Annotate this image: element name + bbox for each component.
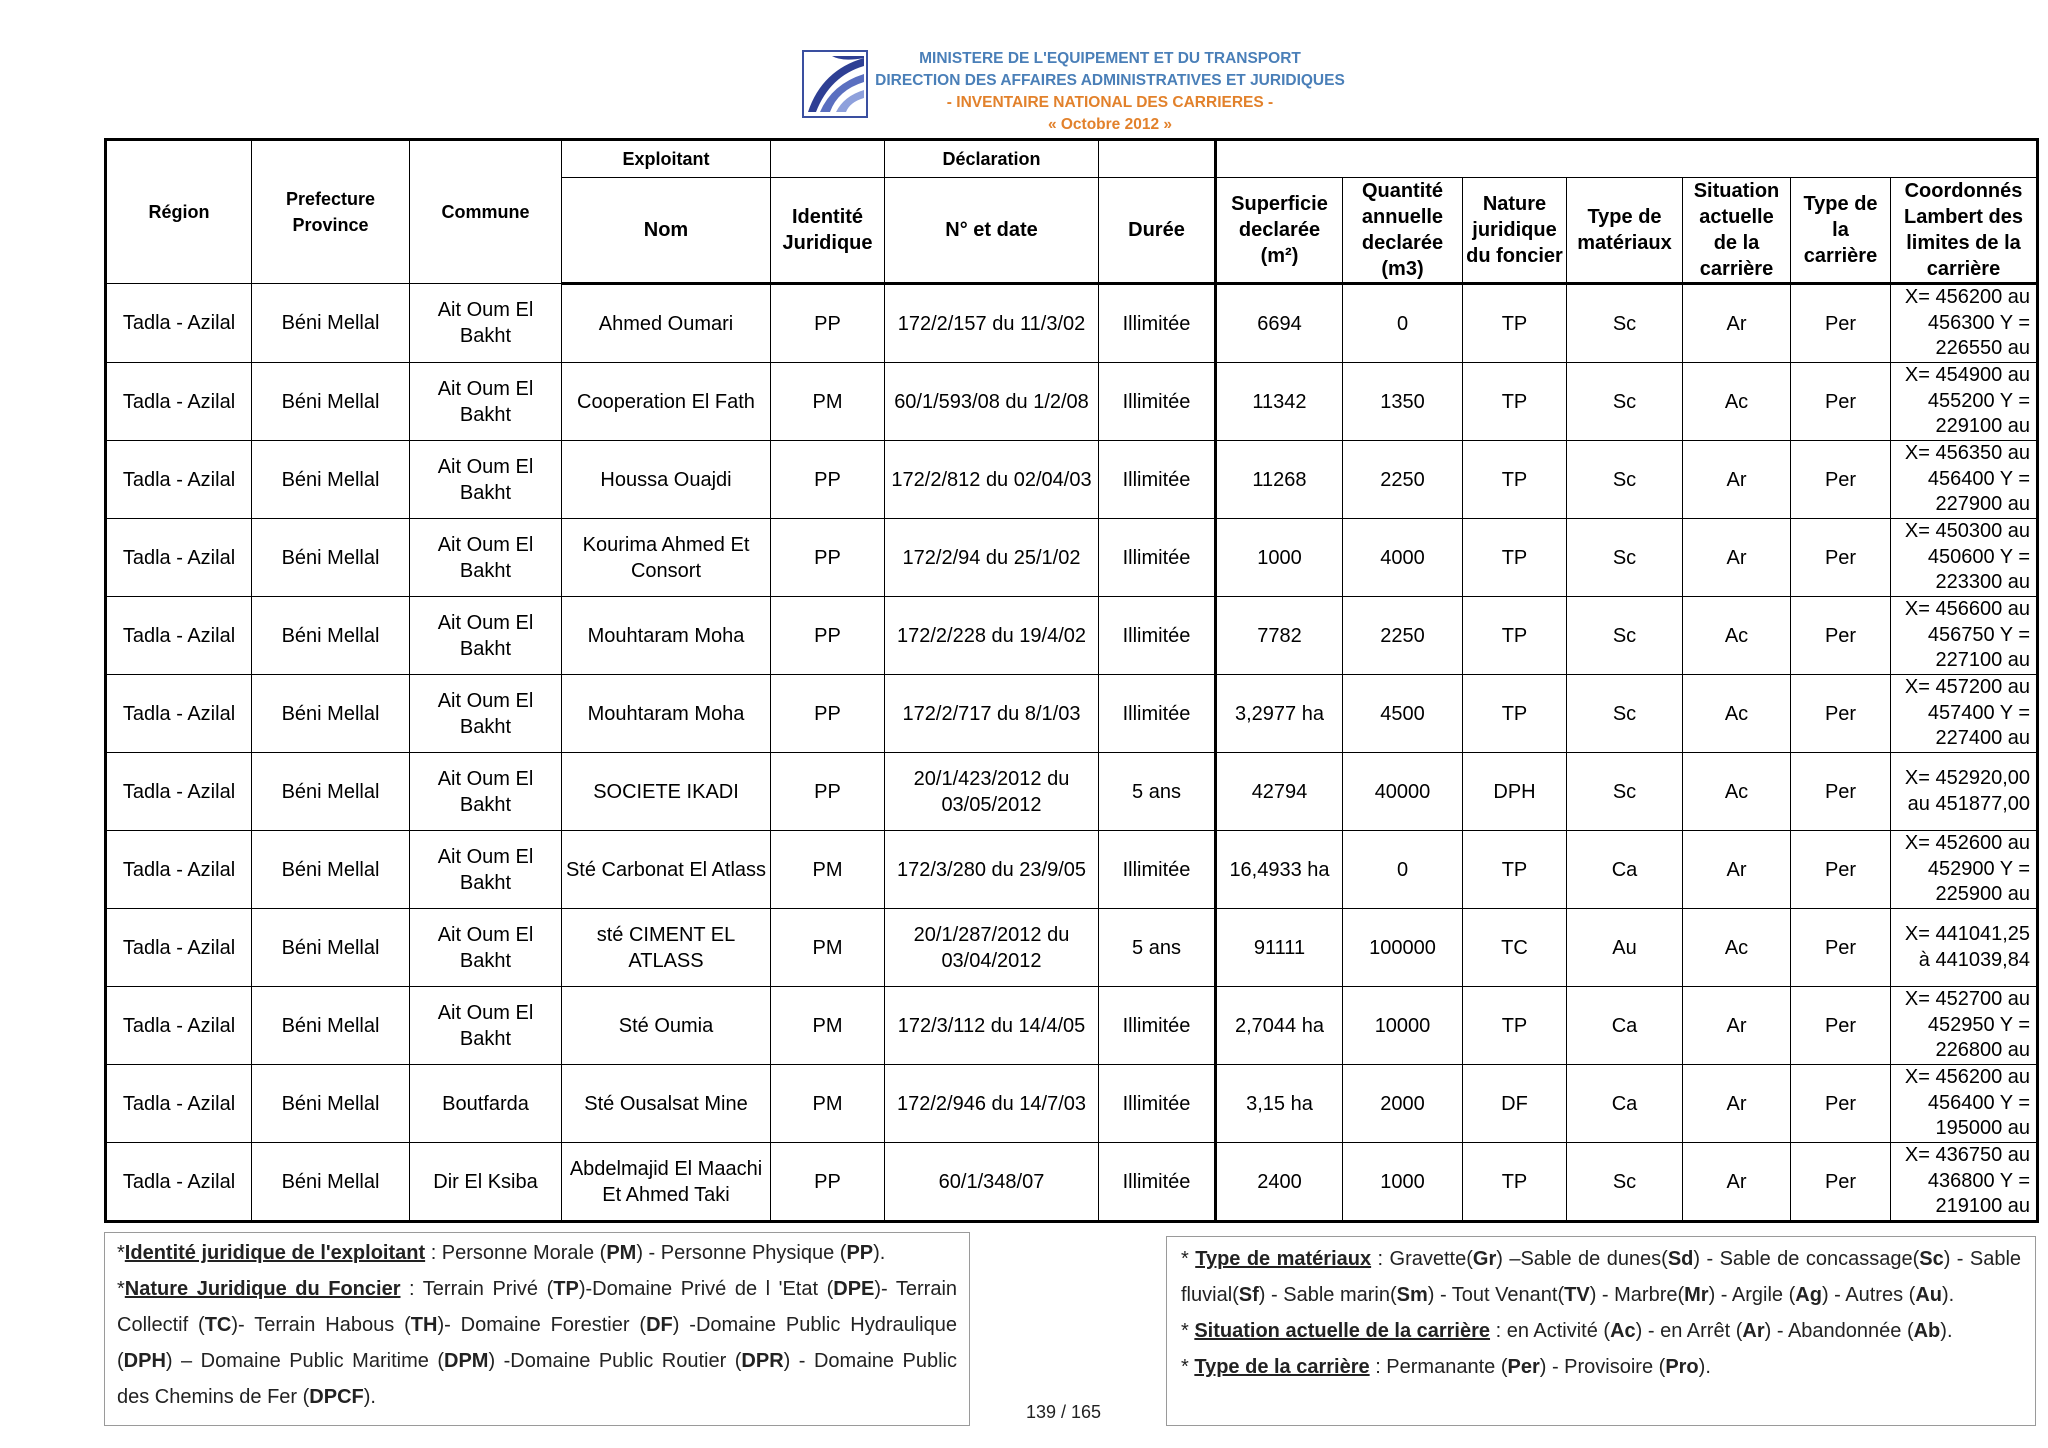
- cell-quantite: 0: [1343, 284, 1463, 363]
- cell-region: Tadla - Azilal: [106, 831, 252, 909]
- cell-duree: Illimitée: [1099, 675, 1216, 753]
- group-header-row: [106, 140, 2038, 178]
- cell-quantite: 10000: [1343, 987, 1463, 1065]
- col-header: Situation actuelle de la carrière: [1683, 178, 1791, 284]
- cell-nature-foncier: TC: [1463, 909, 1567, 987]
- col-header: Identité Juridique: [771, 178, 885, 284]
- group-header-blank: [1099, 140, 1216, 178]
- cell-quantite: 2250: [1343, 597, 1463, 675]
- cell-situation: Ac: [1683, 753, 1791, 831]
- col-header: Nom: [562, 178, 771, 284]
- cell-type-carriere: Per: [1791, 363, 1891, 441]
- ministry-title: MINISTERE DE L'EQUIPEMENT ET DU TRANSPORT: [919, 50, 1301, 67]
- cell-type-carriere: Per: [1791, 597, 1891, 675]
- cell-type-materiaux: Sc: [1567, 519, 1683, 597]
- cell-prefecture: Béni Mellal: [252, 1065, 410, 1143]
- cell-type-materiaux: Sc: [1567, 1143, 1683, 1222]
- inventory-title: - INVENTAIRE NATIONAL DES CARRIERES -: [946, 94, 1274, 111]
- cell-identite: PM: [771, 909, 885, 987]
- cell-nom: Houssa Ouajdi: [562, 441, 771, 519]
- cell-declaration: 172/2/94 du 25/1/02: [885, 519, 1099, 597]
- legend-nature-foncier: *Nature Juridique du Foncier : Terrain Privé (TP)-Domaine Privé de l 'Etat (DPE)- Terrain Collectif (TC)- Terrain Habous (TH)- Domaine Forestier (DF) -Domaine Public Hydraulique (DPH) – Domaine Public Maritime (DPM) -Domaine Public Routier (DPR) - Domaine Public des Chemins de Fer (DPCF).: [117, 1278, 958, 1408]
- ministry-logo-icon: [802, 50, 868, 118]
- cell-type-carriere: Per: [1791, 675, 1891, 753]
- cell-type-carriere: Per: [1791, 284, 1891, 363]
- cell-identite: PP: [771, 284, 885, 363]
- cell-commune: Dir El Ksiba: [410, 1143, 562, 1222]
- table-row: [106, 987, 2038, 1065]
- cell-nom: Ahmed Oumari: [562, 284, 771, 363]
- col-header: Quantité annuelle declarée (m3): [1343, 178, 1463, 284]
- table-row: [106, 831, 2038, 909]
- cell-situation: Ac: [1683, 909, 1791, 987]
- cell-prefecture: Béni Mellal: [252, 441, 410, 519]
- cell-region: Tadla - Azilal: [106, 441, 252, 519]
- group-header-exploitant: Exploitant: [562, 140, 771, 178]
- cell-type-materiaux: Sc: [1567, 284, 1683, 363]
- cell-declaration: 60/1/593/08 du 1/2/08: [885, 363, 1099, 441]
- cell-declaration: 172/2/717 du 8/1/03: [885, 675, 1099, 753]
- cell-prefecture: Béni Mellal: [252, 519, 410, 597]
- table-row: [106, 363, 2038, 441]
- cell-commune: Ait Oum El Bakht: [410, 284, 562, 363]
- cell-type-carriere: Per: [1791, 909, 1891, 987]
- cell-nature-foncier: TP: [1463, 363, 1567, 441]
- cell-coordonnees: X= 452920,00 au 451877,00: [1891, 753, 2038, 831]
- cell-identite: PP: [771, 441, 885, 519]
- cell-commune: Ait Oum El Bakht: [410, 363, 562, 441]
- page-number: 139 / 165: [1026, 1402, 1102, 1422]
- cell-coordonnees: X= 456200 au 456400 Y = 195000 au: [1891, 1065, 2038, 1143]
- col-header: Durée: [1099, 178, 1216, 284]
- col-header: Coordonnés Lambert des limites de la carrière: [1891, 178, 2038, 284]
- col-header: Type de la carrière: [1791, 178, 1891, 284]
- cell-nom: Cooperation El Fath: [562, 363, 771, 441]
- cell-nature-foncier: TP: [1463, 597, 1567, 675]
- cell-superficie: 11268: [1216, 441, 1343, 519]
- cell-declaration: 172/2/812 du 02/04/03: [885, 441, 1099, 519]
- cell-type-carriere: Per: [1791, 831, 1891, 909]
- cell-superficie: 3,15 ha: [1216, 1065, 1343, 1143]
- cell-prefecture: Béni Mellal: [252, 675, 410, 753]
- cell-quantite: 1350: [1343, 363, 1463, 441]
- col-header: Nature juridique du foncier: [1463, 178, 1567, 284]
- cell-type-carriere: Per: [1791, 987, 1891, 1065]
- table-row: [106, 753, 2038, 831]
- table-row: [106, 909, 2038, 987]
- cell-quantite: 2000: [1343, 1065, 1463, 1143]
- col-header: Type de matériaux: [1567, 178, 1683, 284]
- cell-region: Tadla - Azilal: [106, 363, 252, 441]
- cell-nom: Sté Carbonat El Atlass: [562, 831, 771, 909]
- cell-duree: Illimitée: [1099, 363, 1216, 441]
- legend-right: [1166, 1236, 2036, 1426]
- cell-region: Tadla - Azilal: [106, 987, 252, 1065]
- col-header: Commune: [410, 140, 562, 284]
- cell-duree: 5 ans: [1099, 909, 1216, 987]
- cell-commune: Ait Oum El Bakht: [410, 987, 562, 1065]
- group-header-blank: [771, 140, 885, 178]
- direction-title: DIRECTION DES AFFAIRES ADMINISTRATIVES ET JURIDIQUES: [875, 72, 1345, 89]
- cell-nature-foncier: TP: [1463, 284, 1567, 363]
- cell-commune: Ait Oum El Bakht: [410, 519, 562, 597]
- legend-identite: *Identité juridique de l'exploitant : Personne Morale (PM) - Personne Physique (PP).: [117, 1242, 886, 1264]
- cell-duree: Illimitée: [1099, 831, 1216, 909]
- cell-quantite: 100000: [1343, 909, 1463, 987]
- cell-prefecture: Béni Mellal: [252, 1143, 410, 1222]
- cell-duree: Illimitée: [1099, 1143, 1216, 1222]
- cell-coordonnees: X= 454900 au 455200 Y = 229100 au: [1891, 363, 2038, 441]
- cell-type-materiaux: Sc: [1567, 675, 1683, 753]
- col-header: Région: [106, 140, 252, 284]
- cell-identite: PP: [771, 675, 885, 753]
- cell-superficie: 16,4933 ha: [1216, 831, 1343, 909]
- cell-commune: Ait Oum El Bakht: [410, 675, 562, 753]
- cell-nom: Mouhtaram Moha: [562, 597, 771, 675]
- cell-region: Tadla - Azilal: [106, 909, 252, 987]
- cell-identite: PM: [771, 1065, 885, 1143]
- cell-coordonnees: X= 456600 au 456750 Y = 227100 au: [1891, 597, 2038, 675]
- cell-quantite: 4500: [1343, 675, 1463, 753]
- table-row: [106, 441, 2038, 519]
- cell-duree: Illimitée: [1099, 284, 1216, 363]
- cell-type-materiaux: Au: [1567, 909, 1683, 987]
- cell-type-carriere: Per: [1791, 753, 1891, 831]
- cell-identite: PP: [771, 597, 885, 675]
- cell-prefecture: Béni Mellal: [252, 831, 410, 909]
- cell-declaration: 60/1/348/07: [885, 1143, 1099, 1222]
- cell-situation: Ac: [1683, 363, 1791, 441]
- cell-coordonnees: X= 441041,25 à 441039,84: [1891, 909, 2038, 987]
- cell-type-materiaux: Ca: [1567, 1065, 1683, 1143]
- table-row: [106, 1065, 2038, 1143]
- cell-commune: Ait Oum El Bakht: [410, 909, 562, 987]
- cell-quantite: 4000: [1343, 519, 1463, 597]
- cell-identite: PP: [771, 519, 885, 597]
- cell-type-materiaux: Sc: [1567, 597, 1683, 675]
- cell-coordonnees: X= 456200 au 456300 Y = 226550 au: [1891, 284, 2038, 363]
- legend-type-materiaux: * Type de matériaux : Gravette(Gr) –Sable de dunes(Sd) - Sable de concassage(Sc) - Sable fluvial(Sf) - Sable marin(Sm) - Tout Venant(TV) - Marbre(Mr) - Argile (Ag) - Autres (Au).: [1181, 1248, 2022, 1306]
- cell-situation: Ar: [1683, 441, 1791, 519]
- cell-nature-foncier: TP: [1463, 987, 1567, 1065]
- cell-situation: Ac: [1683, 675, 1791, 753]
- cell-type-carriere: Per: [1791, 1143, 1891, 1222]
- cell-commune: Boutfarda: [410, 1065, 562, 1143]
- cell-superficie: 7782: [1216, 597, 1343, 675]
- cell-coordonnees: X= 452600 au 452900 Y = 225900 au: [1891, 831, 2038, 909]
- cell-prefecture: Béni Mellal: [252, 284, 410, 363]
- cell-declaration: 172/2/228 du 19/4/02: [885, 597, 1099, 675]
- cell-type-materiaux: Sc: [1567, 753, 1683, 831]
- cell-declaration: 20/1/423/2012 du 03/05/2012: [885, 753, 1099, 831]
- cell-superficie: 3,2977 ha: [1216, 675, 1343, 753]
- col-header: Superficie declarée (m²): [1216, 178, 1343, 284]
- cell-nom: Sté Ousalsat Mine: [562, 1065, 771, 1143]
- cell-nom: Mouhtaram Moha: [562, 675, 771, 753]
- cell-superficie: 91111: [1216, 909, 1343, 987]
- cell-duree: Illimitée: [1099, 597, 1216, 675]
- cell-superficie: 2400: [1216, 1143, 1343, 1222]
- cell-situation: Ar: [1683, 831, 1791, 909]
- cell-identite: PM: [771, 363, 885, 441]
- cell-identite: PP: [771, 753, 885, 831]
- cell-nom: Kourima Ahmed Et Consort: [562, 519, 771, 597]
- cell-coordonnees: X= 457200 au 457400 Y = 227400 au: [1891, 675, 2038, 753]
- cell-quantite: 2250: [1343, 441, 1463, 519]
- cell-type-carriere: Per: [1791, 1065, 1891, 1143]
- cell-quantite: 1000: [1343, 1143, 1463, 1222]
- cell-declaration: 172/3/280 du 23/9/05: [885, 831, 1099, 909]
- cell-superficie: 42794: [1216, 753, 1343, 831]
- cell-commune: Ait Oum El Bakht: [410, 831, 562, 909]
- cell-superficie: 2,7044 ha: [1216, 987, 1343, 1065]
- cell-type-carriere: Per: [1791, 441, 1891, 519]
- group-header-declaration: Déclaration: [885, 140, 1099, 178]
- table-row: [106, 284, 2038, 363]
- cell-superficie: 6694: [1216, 284, 1343, 363]
- cell-declaration: 172/2/157 du 11/3/02: [885, 284, 1099, 363]
- cell-nom: Sté Oumia: [562, 987, 771, 1065]
- cell-region: Tadla - Azilal: [106, 519, 252, 597]
- cell-superficie: 1000: [1216, 519, 1343, 597]
- cell-situation: Ar: [1683, 987, 1791, 1065]
- report-date: « Octobre 2012 »: [1047, 116, 1173, 133]
- cell-identite: PM: [771, 831, 885, 909]
- cell-region: Tadla - Azilal: [106, 675, 252, 753]
- cell-quantite: 40000: [1343, 753, 1463, 831]
- cell-duree: Illimitée: [1099, 441, 1216, 519]
- cell-region: Tadla - Azilal: [106, 753, 252, 831]
- cell-prefecture: Béni Mellal: [252, 987, 410, 1065]
- legend-type-carriere: * Type de la carrière : Permanante (Per) - Provisoire (Pro).: [1181, 1356, 1711, 1378]
- cell-nom: Abdelmajid El Maachi Et Ahmed Taki: [562, 1143, 771, 1222]
- cell-declaration: 20/1/287/2012 du 03/04/2012: [885, 909, 1099, 987]
- cell-identite: PP: [771, 1143, 885, 1222]
- cell-identite: PM: [771, 987, 885, 1065]
- cell-type-carriere: Per: [1791, 519, 1891, 597]
- carrieres-table: [104, 138, 2039, 1223]
- cell-region: Tadla - Azilal: [106, 284, 252, 363]
- cell-commune: Ait Oum El Bakht: [410, 441, 562, 519]
- cell-declaration: 172/3/112 du 14/4/05: [885, 987, 1099, 1065]
- cell-nom: sté CIMENT EL ATLASS: [562, 909, 771, 987]
- cell-situation: Ar: [1683, 284, 1791, 363]
- legend-situation: * Situation actuelle de la carrière : en Activité (Ac) - en Arrêt (Ar) - Abandonnée (Ab).: [1181, 1320, 1953, 1342]
- cell-duree: 5 ans: [1099, 753, 1216, 831]
- cell-type-materiaux: Ca: [1567, 831, 1683, 909]
- cell-duree: Illimitée: [1099, 519, 1216, 597]
- cell-prefecture: Béni Mellal: [252, 753, 410, 831]
- cell-nature-foncier: DF: [1463, 1065, 1567, 1143]
- cell-coordonnees: X= 450300 au 450600 Y = 223300 au: [1891, 519, 2038, 597]
- cell-duree: Illimitée: [1099, 1065, 1216, 1143]
- cell-type-materiaux: Sc: [1567, 363, 1683, 441]
- cell-nature-foncier: TP: [1463, 441, 1567, 519]
- cell-coordonnees: X= 436750 au 436800 Y = 219100 au: [1891, 1143, 2038, 1222]
- cell-prefecture: Béni Mellal: [252, 363, 410, 441]
- cell-nom: SOCIETE IKADI: [562, 753, 771, 831]
- cell-type-materiaux: Ca: [1567, 987, 1683, 1065]
- table-row: [106, 675, 2038, 753]
- table-row: [106, 1143, 2038, 1222]
- cell-nature-foncier: TP: [1463, 1143, 1567, 1222]
- cell-declaration: 172/2/946 du 14/7/03: [885, 1065, 1099, 1143]
- cell-nature-foncier: TP: [1463, 675, 1567, 753]
- legend-left: [104, 1232, 970, 1426]
- table-row: [106, 519, 2038, 597]
- cell-nature-foncier: TP: [1463, 831, 1567, 909]
- cell-duree: Illimitée: [1099, 987, 1216, 1065]
- cell-coordonnees: X= 456350 au 456400 Y = 227900 au: [1891, 441, 2038, 519]
- cell-coordonnees: X= 452700 au 452950 Y = 226800 au: [1891, 987, 2038, 1065]
- cell-situation: Ar: [1683, 1065, 1791, 1143]
- col-header: Prefecture Province: [252, 140, 410, 284]
- cell-superficie: 11342: [1216, 363, 1343, 441]
- cell-nature-foncier: TP: [1463, 519, 1567, 597]
- cell-situation: Ar: [1683, 1143, 1791, 1222]
- cell-type-materiaux: Sc: [1567, 441, 1683, 519]
- cell-nature-foncier: DPH: [1463, 753, 1567, 831]
- cell-prefecture: Béni Mellal: [252, 909, 410, 987]
- cell-region: Tadla - Azilal: [106, 597, 252, 675]
- cell-situation: Ac: [1683, 597, 1791, 675]
- group-header-blank: [1216, 140, 2038, 178]
- table-row: [106, 597, 2038, 675]
- cell-quantite: 0: [1343, 831, 1463, 909]
- cell-commune: Ait Oum El Bakht: [410, 753, 562, 831]
- cell-region: Tadla - Azilal: [106, 1065, 252, 1143]
- cell-situation: Ar: [1683, 519, 1791, 597]
- cell-commune: Ait Oum El Bakht: [410, 597, 562, 675]
- col-header: N° et date: [885, 178, 1099, 284]
- cell-prefecture: Béni Mellal: [252, 597, 410, 675]
- cell-region: Tadla - Azilal: [106, 1143, 252, 1222]
